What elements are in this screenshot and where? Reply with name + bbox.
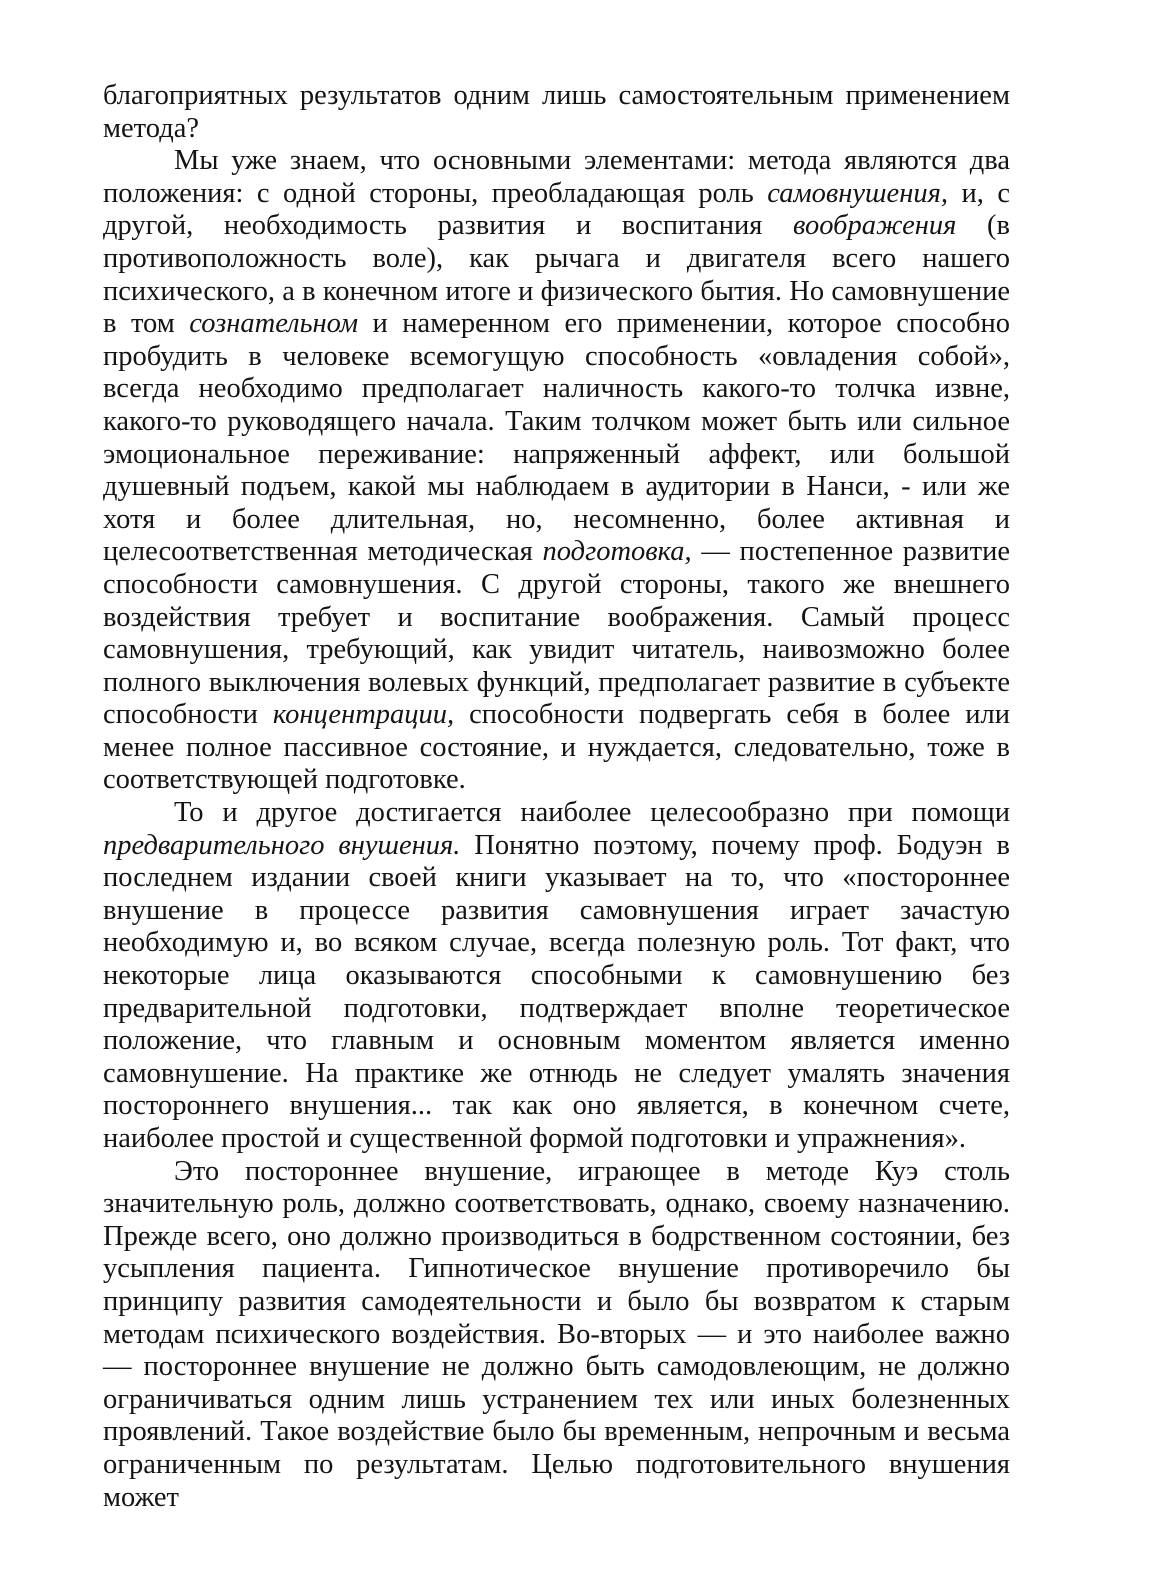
paragraph-2-text: способности подвергать себя в более или менее полное пассивное состояние, и нуждается, следовательно, тоже в соответствующей подготовке. bbox=[103, 699, 1010, 796]
paragraph-2-text: (в противоположность воле), как рычага и двигателя всего нашего психического, а в конечном итоге и физического бытия. Но самовнушение в том bbox=[103, 210, 1010, 340]
paragraph-3-text: То и другое достигается наиболее целесообразно при помощи bbox=[174, 797, 1010, 829]
italic-term-predvaritelnogo-vnusheniya: предварительного внушения. bbox=[103, 829, 461, 861]
paragraph-1-text: благоприятных результатов одним лишь самостоятельным применением метода? bbox=[103, 80, 1010, 144]
paragraph-4 bbox=[103, 1156, 1010, 1515]
paragraph-2-text: и, с другой, необходимость развития и воспитания bbox=[103, 177, 1010, 242]
paragraph-3-text: Понятно поэтому, почему проф. Бодуэн в последнем издании своей книги указывает на то, что «постороннее внушение в процессе развития самовнушения играет зачастую необходимую и, во всяком случае, всегда полезную роль. Тот факт, что некоторые лица оказываются способными к самовнушению без предварительной подготовки, подтверждает вполне теоретическое положение, что главным и основным моментом является именно самовнушение. На практике же отнюдь не следует умалять значения постороннего внушения... так как оно является, в конечном счете, наиболее простой и существенной формой подготовки и упражнения». bbox=[103, 829, 1010, 1154]
paragraph-1 bbox=[103, 80, 1010, 145]
paragraph-4-text: Это постороннее внушение, играющее в методе Куэ столь значительную роль, должно соответствовать, однако, своему назначению. Прежде всего, оно должно производиться в бодрственном состоянии, без усыпления пациента. Гипнотическое внушение противоречило бы принципу развития самодеятельности и было бы возвратом к старым методам психического воздействия. Во-вторых — и это наиболее важно — постороннее внушение не должно быть самодовлеющим, не должно ограничиваться одним лишь устранением тех или иных болезненных проявлений. Такое воздействие было бы временным, непрочным и весьма ограниченным по результатам. Целью подготовительного внушения может bbox=[103, 1155, 1010, 1513]
paragraph-3 bbox=[103, 797, 1010, 1156]
italic-term-soznatelnom: сознательном bbox=[189, 308, 359, 340]
paragraph-2-text: и намеренном его применении, которое способно пробудить в человеке всемогущую способность «овладения собой», всегда необходимо предполагает наличность какого-то толчка извне, какого-то руководящего начала. Таким толчком может быть или сильное эмоциональное переживание: напряженный аффект, или большой душевный подъем, какой мы наблюдаем в аудитории в Нанси, - или же хотя и более длительная, но, несомненно, более активная и целесоответственная методическая bbox=[103, 308, 1011, 568]
paragraph-2-text: Мы уже знаем, что основными элементами: метода являются два положения: с одной стороны, преобладающая роль bbox=[103, 145, 1010, 209]
italic-term-podgotovka: подготовка, bbox=[542, 536, 692, 568]
italic-term-koncentracii: концентрации, bbox=[272, 699, 455, 731]
italic-term-voobrazheniya: воображения bbox=[793, 210, 957, 242]
paragraph-2-text: — постепенное развитие способности самовнушения. С другой стороны, такого же внешнего воздействия требует и воспитание воображения. Самый процесс самовнушения, требующий, как увидит читатель, наивозможно более полного выключения волевых функций, предполагает развитие в субъекте способности bbox=[103, 536, 1010, 731]
page-text bbox=[103, 80, 1010, 1514]
italic-term-samovnusheniya: самовнушения, bbox=[767, 177, 948, 209]
paragraph-2 bbox=[103, 145, 1010, 797]
